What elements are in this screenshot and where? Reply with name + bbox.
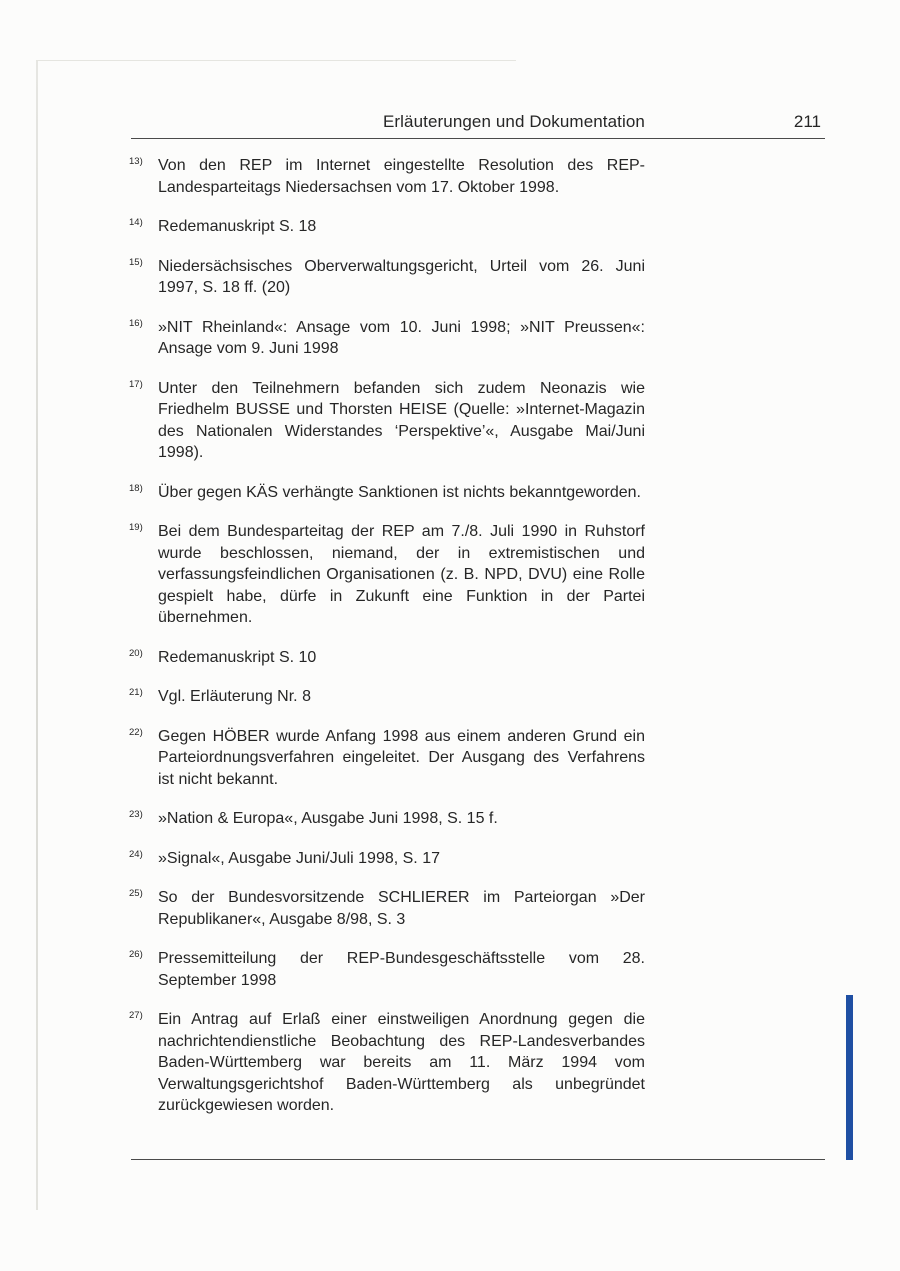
endnote-text: Bei dem Bundesparteitag der REP am 7./8. Juli 1990 in Ruhstorf wurde beschlossen, niemand, der in extremistischen und verfassungsfeindlichen Organisationen (z. B. NPD, DVU) eine Rolle gespielt habe, dürfe in Zukunft eine Funktion in der Partei übernehmen. [158, 523, 645, 626]
endnote-text: »Signal«, Ausgabe Juni/Juli 1998, S. 17 [158, 849, 440, 867]
endnote-number: 26) [129, 949, 143, 960]
endnote-text: Von den REP im Internet eingestellte Resolution des REP-Landesparteitags Niedersachsen vom 17. Oktober 1998. [158, 157, 645, 196]
endnote-number: 15) [129, 256, 143, 268]
endnote-number: 18) [129, 482, 143, 494]
endnote-text: So der Bundesvorsitzende SCHLIERER im Parteiorgan »Der Republikaner«, Ausgabe 8/98, S. 3 [158, 889, 645, 928]
endnote-text: Unter den Teilnehmern befanden sich zudem Neonazis wie Friedhelm BUSSE und Thorsten HEISE (Quelle: »Internet-Magazin des Nationalen Widerstandes ‘Perspektive’«, Ausgabe Mai/Juni 1998). [158, 379, 645, 461]
endnote-number: 16) [129, 317, 143, 329]
endnote-21 [131, 686, 645, 708]
endnote-19 [131, 521, 645, 629]
endnote-25 [131, 887, 645, 930]
endnote-number: 19) [129, 522, 143, 533]
scan-edge-left [36, 60, 38, 1210]
endnote-15 [131, 256, 645, 299]
endnote-22 [131, 726, 645, 791]
endnotes-list [131, 150, 645, 1117]
endnote-18 [131, 482, 645, 504]
endnote-number: 14) [129, 217, 143, 228]
endnote-number: 25) [129, 888, 143, 899]
endnote-text: Vgl. Erläuterung Nr. 8 [158, 688, 311, 705]
endnote-13 [131, 155, 645, 198]
endnote-text: Redemanuskript S. 18 [158, 218, 317, 235]
endnote-14 [131, 216, 645, 238]
endnote-26 [131, 948, 645, 991]
endnote-20 [131, 647, 645, 669]
endnote-number: 21) [129, 687, 143, 698]
endnote-number: 20) [129, 647, 143, 659]
endnote-24 [131, 848, 645, 870]
endnote-27 [131, 1009, 645, 1117]
endnote-text: Über gegen KÄS verhängte Sanktionen ist nichts bekanntgeworden. [158, 483, 641, 501]
endnote-text: »NIT Rheinland«: Ansage vom 10. Juni 1998; »NIT Preussen«: Ansage vom 9. Juni 1998 [158, 318, 645, 357]
endnote-number: 24) [129, 848, 143, 860]
endnote-17 [131, 378, 645, 464]
endnote-number: 23) [129, 809, 143, 820]
footer-rule [131, 1159, 825, 1160]
endnote-16 [131, 317, 645, 360]
scan-edge-top [36, 60, 516, 61]
endnote-number: 22) [129, 726, 143, 738]
endnote-text: Redemanuskript S. 10 [158, 648, 317, 666]
endnote-text: Gegen HÖBER wurde Anfang 1998 aus einem anderen Grund ein Parteiordnungsverfahren eingeleitet. Der Ausgang des Verfahrens ist nicht bekannt. [158, 727, 645, 788]
endnote-text: »Nation & Europa«, Ausgabe Juni 1998, S. 15 f. [158, 810, 498, 827]
page-edge-marker [846, 995, 853, 1160]
endnote-number: 27) [129, 1010, 143, 1021]
endnote-number: 17) [129, 378, 143, 390]
endnote-text: Pressemitteilung der REP-Bundesgeschäftsstelle vom 28. September 1998 [158, 950, 645, 989]
header-rule [131, 138, 825, 139]
endnote-number: 13) [129, 156, 143, 167]
running-header [131, 110, 825, 138]
endnote-23 [131, 808, 645, 830]
header-title: Erläuterungen und Dokumentation [382, 112, 645, 131]
page-number: 211 [793, 112, 821, 131]
endnote-text: Niedersächsisches Oberverwaltungsgericht, Urteil vom 26. Juni 1997, S. 18 ff. (20) [158, 257, 645, 296]
endnote-text: Ein Antrag auf Erlaß einer einstweiligen Anordnung gegen die nachrichtendienstliche Beobachtung des REP-Landesverbandes Baden-Württemberg war bereits am 11. März 1994 vom Verwaltungsgerichtshof Baden-Württemberg als unbegründet zurückgewiesen worden. [158, 1011, 645, 1114]
